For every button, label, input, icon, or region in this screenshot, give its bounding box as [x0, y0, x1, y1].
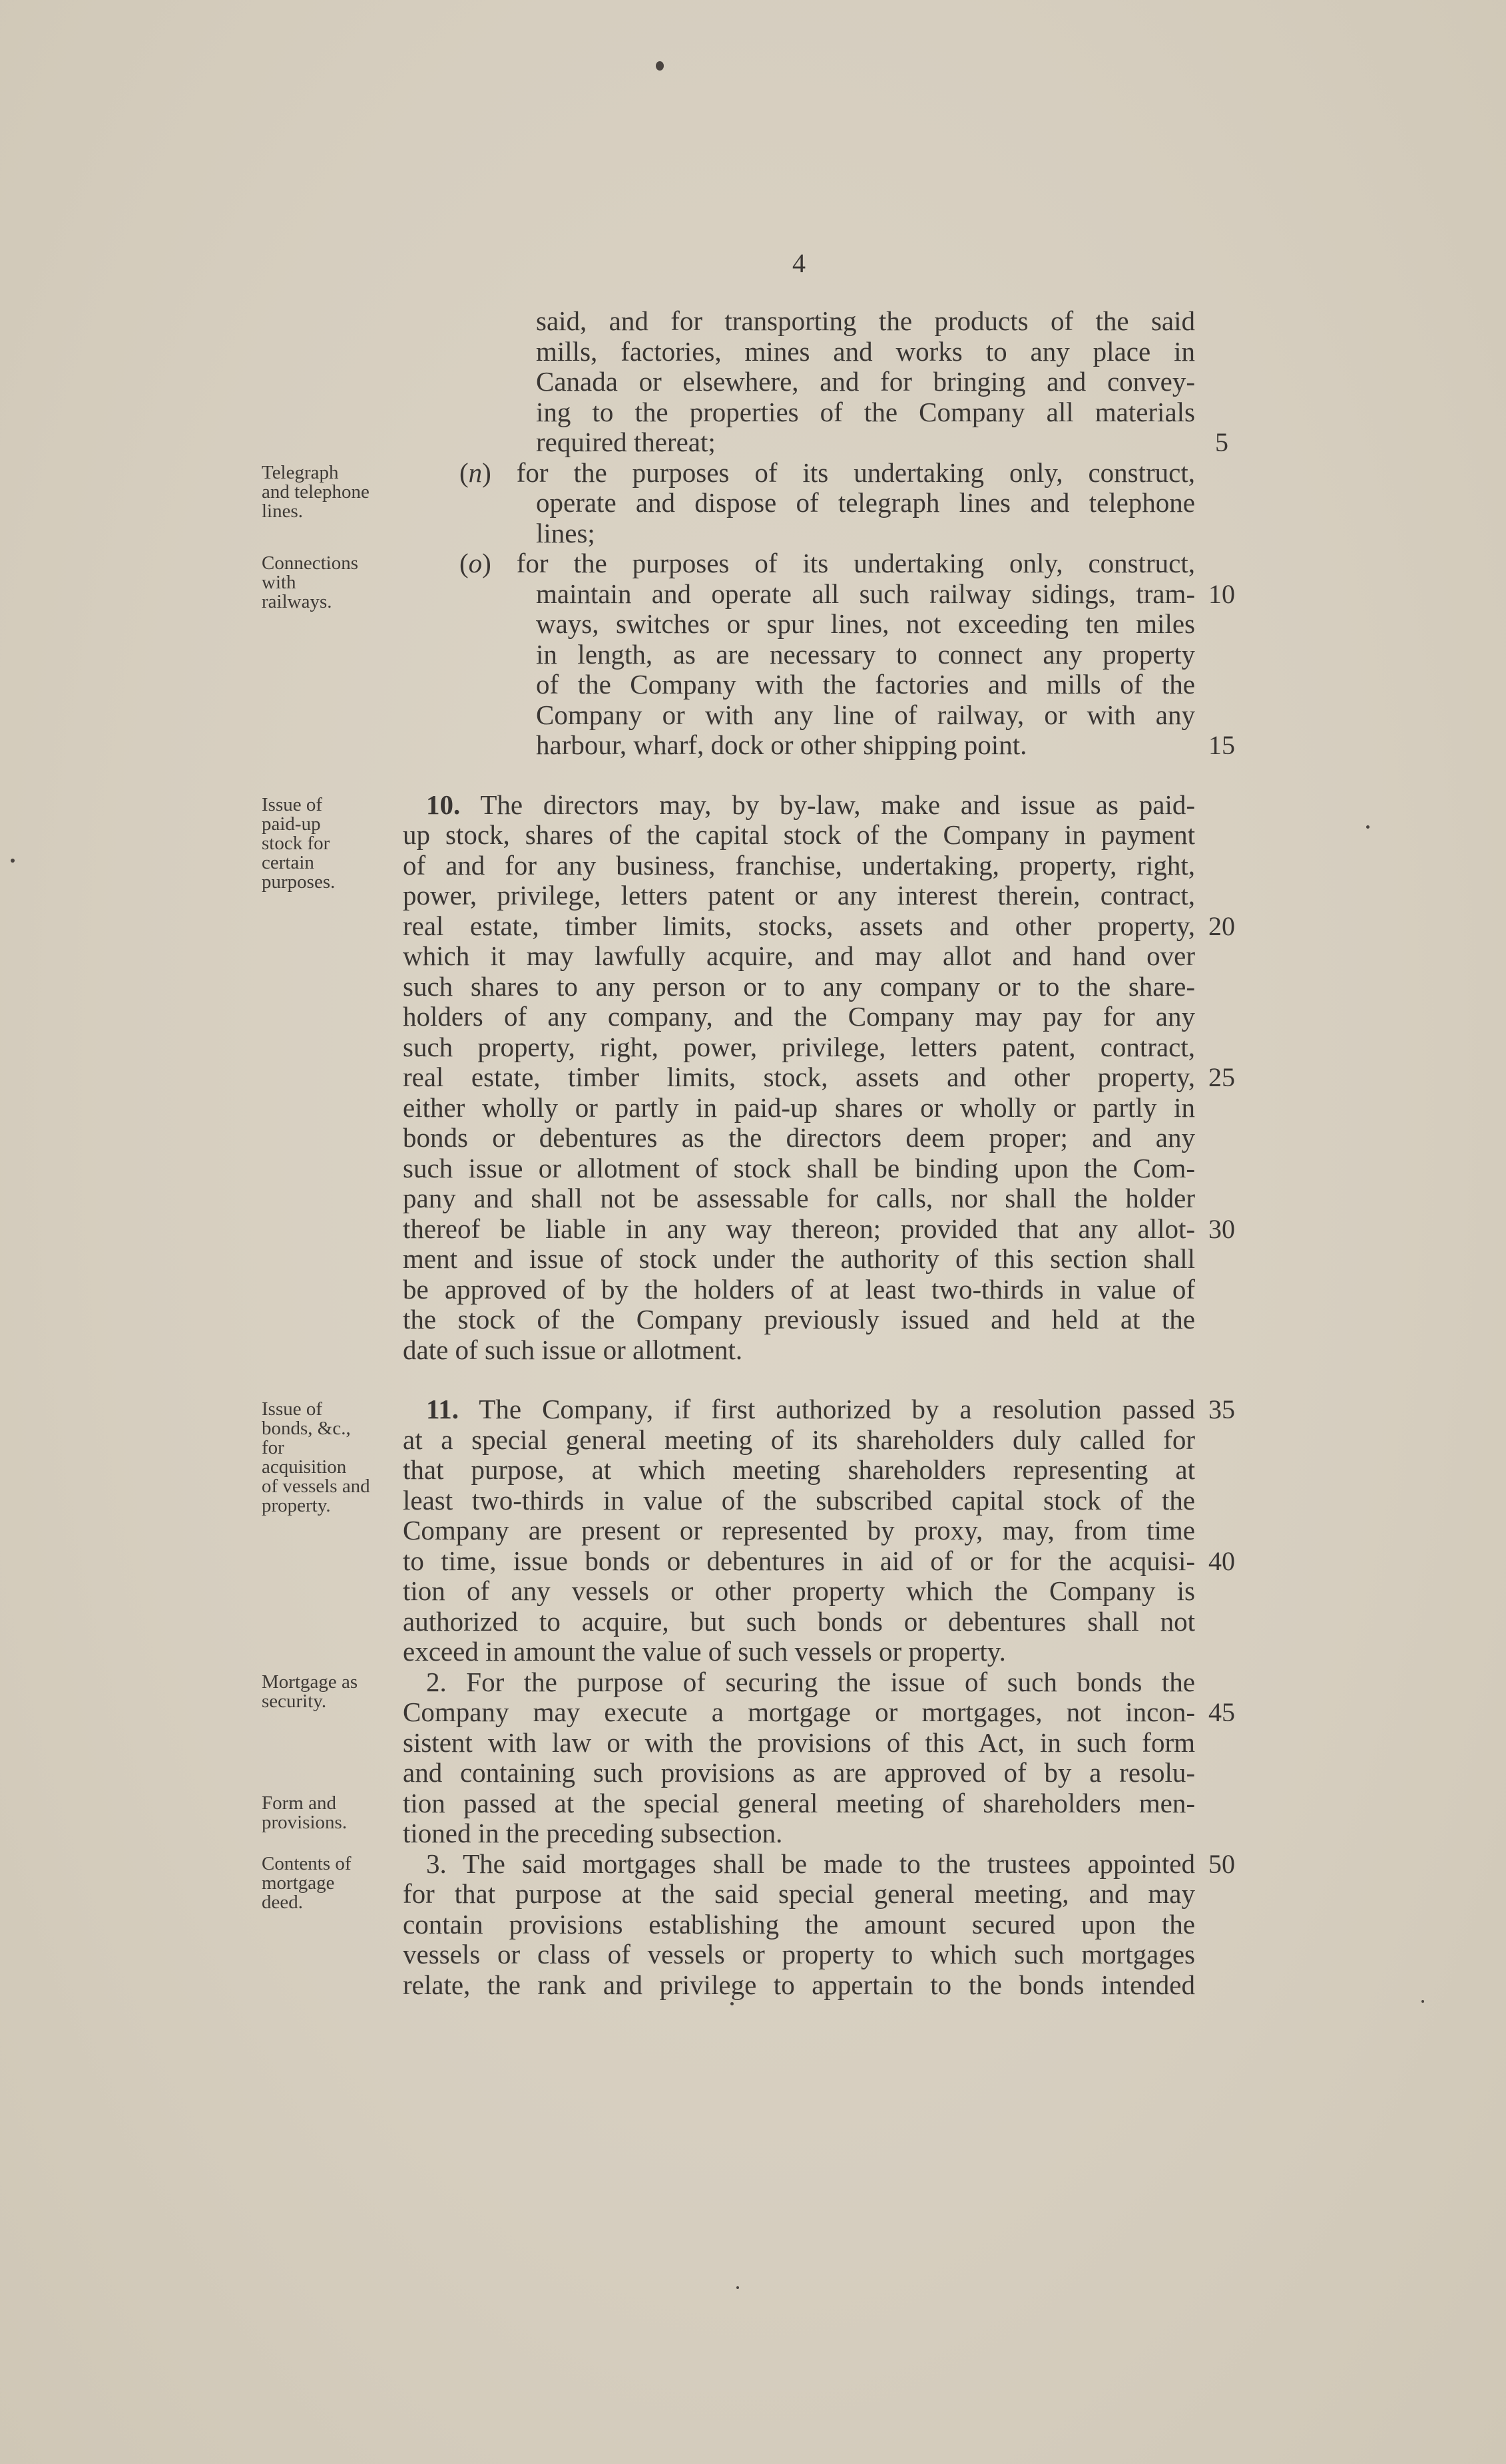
text-line: up stock, shares of the capital stock of the Company in payment	[403, 819, 1195, 850]
text-line: bonds or debentures as the directors deem proper; and any	[403, 1122, 1195, 1153]
text-line: which it may lawfully acquire, and may allot and hand over	[403, 940, 1195, 971]
margin-note-line: bonds, &c.,	[262, 1418, 351, 1439]
margin-note-line: Issue of	[262, 793, 323, 815]
text-line: operate and dispose of telegraph lines and telephone	[536, 487, 1195, 518]
ink-speck	[656, 61, 664, 71]
text-line: ment and issue of stock under the authority of this section shall	[403, 1243, 1195, 1274]
text-line: (n) for the purposes of its undertaking only, construct,	[459, 457, 1195, 488]
text-line: tion of any vessels or other property which the Company is	[403, 1575, 1195, 1606]
text-line: for that purpose at the said special general meeting, and may	[403, 1878, 1195, 1909]
text-line: be approved of by the holders of at least two-thirds in value of	[403, 1273, 1195, 1305]
margin-note-line: purposes.	[262, 871, 336, 893]
text-line: mills, factories, mines and works to any place in	[536, 335, 1195, 367]
margin-note-line: Mortgage as	[262, 1671, 358, 1693]
margin-note-line: of vessels and	[262, 1476, 370, 1497]
text-line: said, and for transporting the products of the said	[536, 306, 1195, 336]
text-line: at a special general meeting of its shareholders duly called for	[403, 1424, 1195, 1455]
line-number: 20	[1208, 911, 1235, 941]
margin-note-line: Contents of	[262, 1852, 352, 1874]
text-line: Company may execute a mortgage or mortgages, not incon-	[403, 1697, 1195, 1727]
margin-note-line: with	[262, 572, 296, 593]
text-line: ways, switches or spur lines, not exceeding ten miles	[536, 608, 1195, 639]
line-number: 10	[1208, 578, 1235, 609]
text-line: real estate, timber limits, stock, assets and other property,	[403, 1062, 1195, 1092]
margin-note-line: Connections	[262, 552, 358, 574]
text-line: tion passed at the special general meeting of shareholders men-	[403, 1787, 1195, 1818]
text-line: Canada or elsewhere, and for bringing and convey-	[536, 366, 1195, 397]
margin-note-line: security.	[262, 1690, 327, 1712]
margin-note-line: provisions.	[262, 1811, 348, 1833]
margin-note-line: paid-up	[262, 813, 321, 835]
line-number: 45	[1208, 1697, 1235, 1727]
line-number: 50	[1208, 1848, 1235, 1879]
text-line: either wholly or partly in paid-up shares or wholly or partly in	[403, 1092, 1195, 1123]
text-line: relate, the rank and privilege to appertain to the bonds intended	[403, 1969, 1195, 2000]
ink-speck	[730, 2002, 734, 2005]
text-line: power, privilege, letters patent or any interest therein, contract,	[403, 880, 1195, 911]
ink-speck	[11, 859, 15, 863]
text-line: contain provisions establishing the amount secured upon the	[403, 1908, 1195, 1940]
text-line: such issue or allotment of stock shall be binding upon the Com-	[403, 1152, 1195, 1183]
text-line: tioned in the preceding subsection.	[403, 1818, 783, 1848]
text-line: (o) for the purposes of its undertaking only, construct,	[459, 548, 1195, 578]
margin-note	[262, 463, 401, 521]
text-line: of the Company with the factories and mills of the	[536, 669, 1195, 700]
text-line: in length, as are necessary to connect any property	[536, 638, 1195, 670]
text-line: of and for any business, franchise, undertaking, property, right,	[403, 849, 1195, 881]
text-line: 11. The Company, if first authorized by a resolution passed	[426, 1394, 1195, 1424]
text-line: Company or with any line of railway, or with any	[536, 699, 1195, 730]
line-number: 15	[1208, 730, 1235, 760]
margin-note-line: deed.	[262, 1891, 303, 1913]
text-line: and containing such provisions as are approved of by a resolu-	[403, 1757, 1195, 1788]
margin-note-line: mortgage	[262, 1872, 335, 1894]
text-line: thereof be liable in any way thereon; provided that any allot-	[403, 1213, 1195, 1244]
margin-note	[262, 1673, 401, 1711]
text-line: real estate, timber limits, stocks, assets and other property,	[403, 910, 1195, 941]
text-line: lines;	[536, 517, 595, 548]
text-line: pany and shall not be assessable for calls, nor shall the holder	[403, 1183, 1195, 1213]
text-line: Company are present or represented by proxy, may, from time	[403, 1515, 1195, 1545]
text-line: to time, issue bonds or debentures in aid of or for the acquisi-	[403, 1545, 1195, 1576]
text-line: ing to the properties of the Company all materials	[536, 396, 1195, 427]
margin-note-line: acquisition	[262, 1456, 347, 1478]
margin-note-line: lines.	[262, 500, 304, 522]
text-line: holders of any company, and the Company may pay for any	[403, 1001, 1195, 1032]
margin-note-line: for	[262, 1437, 284, 1458]
text-line: that purpose, at which meeting shareholders representing at	[403, 1454, 1195, 1485]
margin-note-line: Form and	[262, 1792, 336, 1814]
line-number: 30	[1208, 1213, 1235, 1244]
page-number: 4	[792, 248, 806, 278]
text-line: such shares to any person or to any company or to the share-	[403, 970, 1195, 1002]
text-line: date of such issue or allotment.	[403, 1334, 743, 1365]
margin-note-line: certain	[262, 851, 314, 873]
margin-note-line: and telephone	[262, 481, 370, 503]
text-line: 3. The said mortgages shall be made to the trustees appointed	[426, 1848, 1195, 1879]
text-line: maintain and operate all such railway sidings, tram-	[536, 578, 1195, 609]
line-number: 25	[1208, 1062, 1235, 1092]
margin-note-line: property.	[262, 1495, 331, 1516]
text-line: authorized to acquire, but such bonds or debentures shall not	[403, 1605, 1195, 1637]
margin-note-line: stock for	[262, 832, 330, 854]
text-line: exceed in amount the value of such vessels or property.	[403, 1636, 1006, 1667]
margin-note	[262, 1400, 401, 1516]
text-line: 2. For the purpose of securing the issue of such bonds the	[426, 1666, 1195, 1697]
text-line: such property, right, power, privilege, letters patent, contract,	[403, 1031, 1195, 1062]
text-line: vessels or class of vessels or property to which such mortgages	[403, 1939, 1195, 1969]
text-line: least two-thirds in value of the subscribed capital stock of the	[403, 1484, 1195, 1516]
margin-note-line: Issue of	[262, 1398, 323, 1420]
text-line: required thereat;	[536, 427, 716, 457]
margin-note	[262, 1854, 401, 1912]
line-number: 35	[1208, 1394, 1235, 1424]
ink-speck	[736, 2286, 739, 2289]
text-line: sistent with law or with the provisions of this Act, in such form	[403, 1727, 1195, 1758]
margin-note	[262, 795, 401, 892]
margin-note	[262, 1794, 401, 1832]
text-line: 10. The directors may, by by-law, make and issue as paid-	[426, 789, 1195, 820]
line-number: 5	[1215, 427, 1228, 457]
ink-speck	[1421, 2000, 1424, 2003]
margin-note	[262, 554, 401, 612]
line-number: 40	[1208, 1545, 1235, 1576]
margin-note-line: railways.	[262, 591, 332, 612]
margin-note-line: Telegraph	[262, 461, 339, 483]
text-line: the stock of the Company previously issued and held at the	[403, 1304, 1195, 1335]
text-line: harbour, wharf, dock or other shipping point.	[536, 729, 1027, 760]
ink-speck	[1366, 825, 1370, 829]
